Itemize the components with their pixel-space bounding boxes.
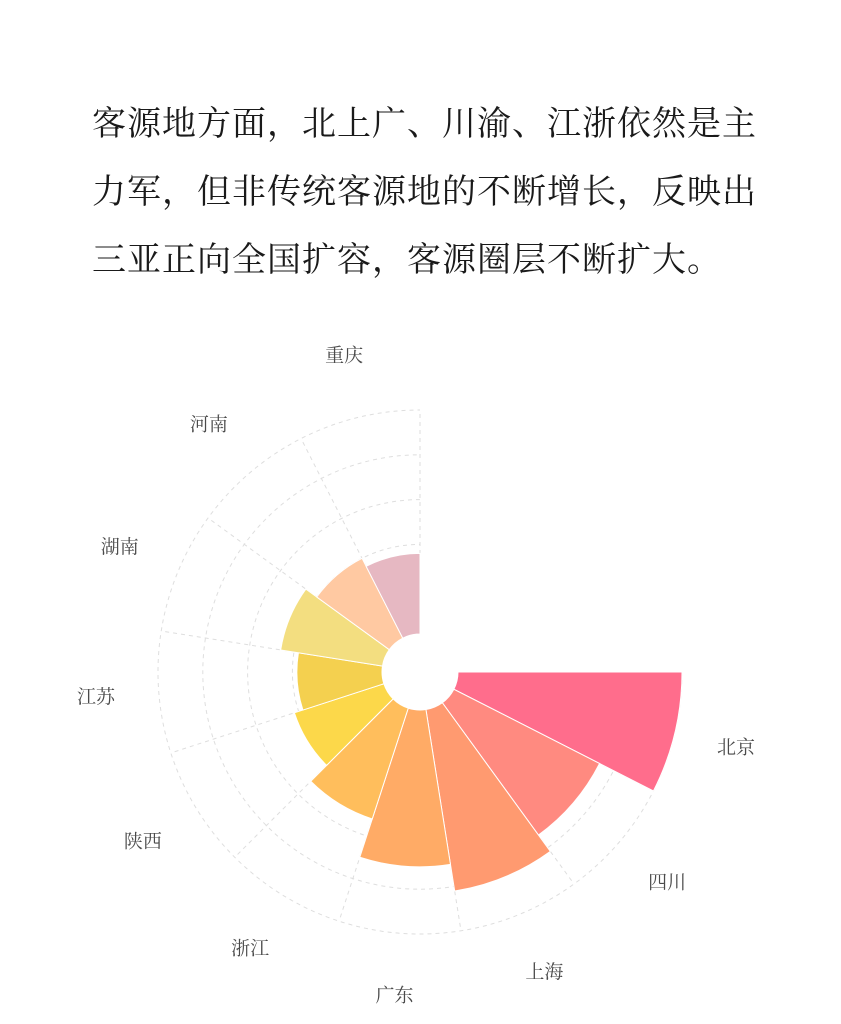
category-label: 四川 (648, 871, 687, 894)
chart-sectors (281, 553, 682, 891)
category-label: 湖南 (100, 536, 139, 559)
category-label: 广东 (375, 984, 414, 1007)
intro-paragraph: 客源地方面，北上广、川渝、江浙依然是主力军，但非传统客源地的不断增长，反映出三亚正向全国扩容，客源圈层不断扩大。 (92, 104, 757, 280)
category-label: 上海 (525, 960, 564, 983)
category-label: 江苏 (76, 685, 116, 708)
category-label: 北京 (717, 736, 756, 759)
rose-chart (0, 340, 841, 1024)
category-label: 重庆 (325, 344, 364, 367)
category-label: 河南 (189, 413, 228, 436)
category-label: 陕西 (123, 830, 162, 853)
category-label: 浙江 (231, 937, 270, 960)
